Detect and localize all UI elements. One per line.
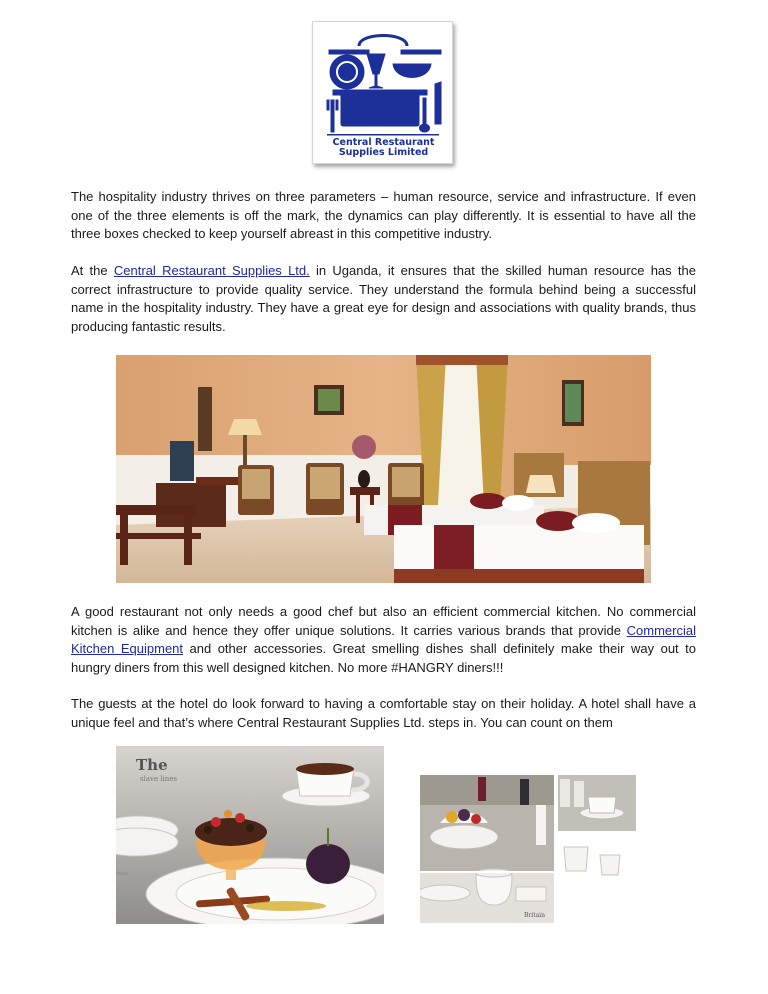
hotel-room-image bbox=[116, 355, 651, 583]
company-paragraph-end: in Uganda, it ensures that the skilled human resource has the correct infrastructure to provide quality service. They understand the formula behind being a successful name in the hospitality industry. They have a great eye for design and associations with quality brands, thus producing fantastic results. bbox=[71, 263, 696, 334]
kitchen-paragraph-start: A good restaurant not only needs a good chef but also an efficient commercial kitchen. No commercial kitchen is alike and hence they offer unique solutions. It carries various brands that provide bbox=[71, 604, 696, 638]
company-paragraph bbox=[71, 262, 696, 336]
dessert-caption-word: The bbox=[136, 756, 168, 774]
company-paragraph-start: At the bbox=[71, 263, 114, 278]
logo-wordmark bbox=[313, 138, 454, 158]
commercial-kitchen-equipment-link[interactable]: Commercial Kitchen Equipment bbox=[71, 622, 696, 657]
dessert-caption-sub: slave lines bbox=[140, 775, 178, 783]
central-restaurant-supplies-link[interactable]: Central Restaurant Supplies Ltd. bbox=[113, 263, 310, 278]
tableware-caption: Britain bbox=[524, 912, 545, 919]
logo-line-1: Central Restaurant bbox=[332, 137, 435, 148]
kitchen-paragraph bbox=[71, 603, 696, 677]
intro-paragraph: The hospitality industry thrives on three parameters – human resource, service and infrastructure. If even one of the three elements is off the mark, the dynamics can play differently. It is essential to have all the three boxes checked to keep yourself abreast in this competitive industry. bbox=[71, 189, 696, 242]
tableware-collage-image bbox=[420, 775, 636, 923]
company-logo bbox=[312, 21, 453, 164]
dessert-tableware-image bbox=[116, 746, 384, 924]
kitchen-utensils-logo-icon bbox=[319, 24, 447, 136]
kitchen-paragraph-end: and other accessories. Great smelling dishes shall definitely make their way out to hungry diners from this well designed kitchen. No more #HANGRY diners!!! bbox=[71, 641, 697, 675]
hotel-paragraph: The guests at the hotel do look forward to having a comfortable stay on their holiday. A hotel shall have a unique feel and that’s where Central Restaurant Supplies Ltd. steps in. You can count on them bbox=[71, 696, 696, 730]
logo-line-2: Supplies Limited bbox=[338, 147, 429, 158]
